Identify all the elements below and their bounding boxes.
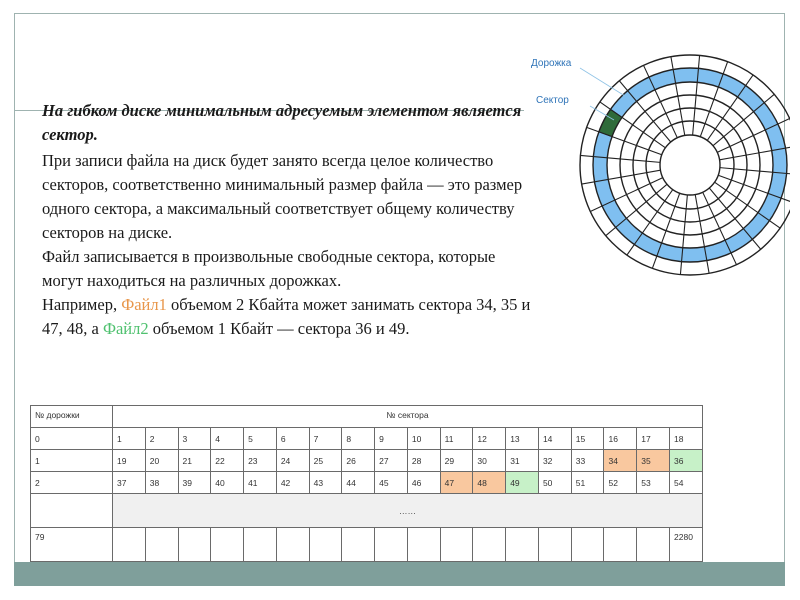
sector-cell: 1	[113, 428, 146, 450]
sector-cell: 26	[342, 450, 375, 472]
sector-cell	[637, 528, 670, 562]
sector-table	[30, 405, 703, 562]
sector-cell	[506, 528, 539, 562]
track-ring	[646, 121, 734, 209]
sector-cell	[604, 528, 637, 562]
sector-cell-file1: 34	[604, 450, 637, 472]
sector-cell: 32	[538, 450, 571, 472]
sector-cell: 5	[244, 428, 277, 450]
sector-cell: 41	[244, 472, 277, 494]
paragraph-free-sectors: Файл записывается в произвольные свободные сектора, которые могут находиться на различных дорожках.	[42, 247, 496, 290]
sector-cell: 54	[670, 472, 703, 494]
sector-cell: 44	[342, 472, 375, 494]
disk-svg	[530, 48, 790, 280]
sector-cell: 4	[211, 428, 244, 450]
sector-cell: 39	[178, 472, 211, 494]
file2-label: Файл2	[102, 319, 149, 338]
sector-cell: 17	[637, 428, 670, 450]
bottom-bar	[14, 562, 785, 586]
sector-cell: 29	[440, 450, 473, 472]
sector-cell: 16	[604, 428, 637, 450]
sector-cell	[473, 528, 506, 562]
table-row-last	[31, 528, 703, 562]
sector-cell: 6	[276, 428, 309, 450]
sector-cell	[309, 528, 342, 562]
sector-cell-file1: 47	[440, 472, 473, 494]
sector-cell: 28	[407, 450, 440, 472]
sector-cell: 18	[670, 428, 703, 450]
sector-cell: 43	[309, 472, 342, 494]
sector-cell: 53	[637, 472, 670, 494]
track-cell: 1	[31, 450, 113, 472]
sector-cell: 30	[473, 450, 506, 472]
sector-cell: 21	[178, 450, 211, 472]
sector-cell	[113, 528, 146, 562]
sector-cell-file1: 35	[637, 450, 670, 472]
sector-cell	[145, 528, 178, 562]
sector-cell	[440, 528, 473, 562]
sector-cell	[211, 528, 244, 562]
frame-left-border	[14, 13, 15, 566]
sector-cell-file2: 36	[670, 450, 703, 472]
sector-cell-file1: 48	[473, 472, 506, 494]
example-intro: Например,	[42, 295, 122, 314]
table-header-row	[31, 406, 703, 428]
header-sector: № сектора	[113, 406, 703, 428]
sector-cell: 42	[276, 472, 309, 494]
table-ellipsis-row	[31, 494, 703, 528]
track-label: Дорожка	[531, 58, 572, 69]
sector-cell: 7	[309, 428, 342, 450]
sector-cell: 50	[538, 472, 571, 494]
track-ring	[633, 108, 747, 222]
sector-cell: 51	[571, 472, 604, 494]
sector-cell: 13	[506, 428, 539, 450]
track-ring	[620, 95, 760, 235]
sector-cell: 14	[538, 428, 571, 450]
sector-label: Сектор	[536, 95, 569, 106]
sector-cell: 19	[113, 450, 146, 472]
sector-cell	[342, 528, 375, 562]
sector-cell	[571, 528, 604, 562]
sector-cell	[538, 528, 571, 562]
track-cell: 2	[31, 472, 113, 494]
sector-cell	[178, 528, 211, 562]
slide-text	[42, 99, 532, 341]
sector-cell: 11	[440, 428, 473, 450]
track-cell: 79	[31, 528, 113, 562]
sector-cell-file2: 49	[506, 472, 539, 494]
sector-cell: 24	[276, 450, 309, 472]
table-row	[31, 472, 703, 494]
sector-cell: 27	[375, 450, 408, 472]
sector-cell	[276, 528, 309, 562]
sector-cell: 22	[211, 450, 244, 472]
track-ring	[607, 82, 773, 248]
table-row	[31, 450, 703, 472]
sector-cell	[244, 528, 277, 562]
paragraph-file-size: При записи файла на диск будет занято всегда целое количество секторов, соответственно минимальный размер файла — это размер одного сектора, а максимальный соответствует общему количеству секторов на диске.	[42, 151, 523, 242]
ellipsis-track-cell	[31, 494, 113, 528]
sector-cell: 52	[604, 472, 637, 494]
sector-cell: 45	[375, 472, 408, 494]
ellipsis-cell: ……	[113, 494, 703, 528]
lead-statement: На гибком диске минимальным адресуемым элементом является сектор.	[42, 101, 522, 144]
track-cell: 0	[31, 428, 113, 450]
sector-cell: 2	[145, 428, 178, 450]
sector-cell: 3	[178, 428, 211, 450]
sector-cell: 12	[473, 428, 506, 450]
sector-cell	[375, 528, 408, 562]
sector-cell: 23	[244, 450, 277, 472]
last-sector-cell: 2280	[670, 528, 703, 562]
disk-diagram	[530, 48, 790, 280]
example-middle: объемом 2 Кбайта может занимать сектора 34, 35 и 47, 48, а	[42, 295, 531, 338]
sector-cell: 10	[407, 428, 440, 450]
frame-top-border	[14, 13, 785, 14]
example-end: объемом 1 Кбайт — сектора 36 и 49.	[148, 319, 410, 338]
file1-label: Файл1	[121, 295, 167, 314]
sector-cell: 33	[571, 450, 604, 472]
sector-cell: 37	[113, 472, 146, 494]
highlighted-track	[600, 75, 780, 255]
sector-cell: 20	[145, 450, 178, 472]
paragraph-example	[42, 293, 532, 341]
sector-cell: 40	[211, 472, 244, 494]
table-row	[31, 428, 703, 450]
sector-cell: 46	[407, 472, 440, 494]
sector-cell: 25	[309, 450, 342, 472]
header-track: № дорожки	[31, 406, 113, 428]
sector-cell: 8	[342, 428, 375, 450]
sector-cell	[407, 528, 440, 562]
sector-cell: 38	[145, 472, 178, 494]
sector-cell: 15	[571, 428, 604, 450]
track-ring	[660, 135, 720, 195]
sector-cell: 31	[506, 450, 539, 472]
sector-cell: 9	[375, 428, 408, 450]
